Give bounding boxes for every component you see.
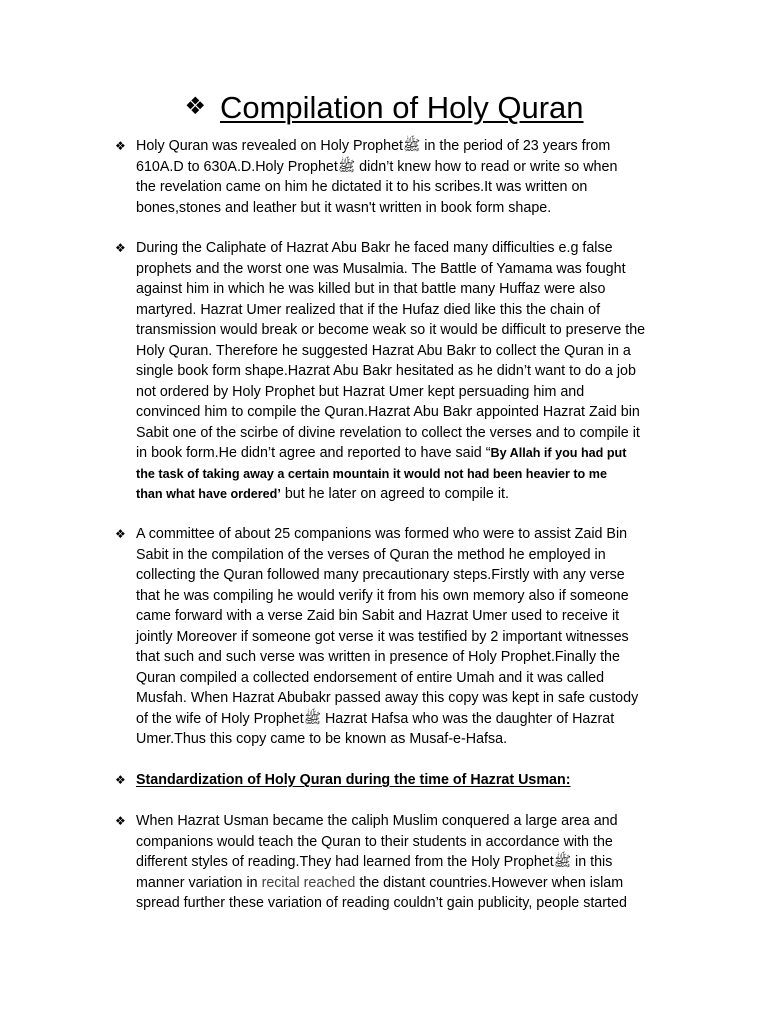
quote-text: the task of taking away a certain mountain it would not had been heavier to me	[136, 466, 607, 481]
page-title-text: Compilation of Holy Quran	[219, 90, 584, 125]
text-line: transmission would break or become weak so it would be difficult to preserve the	[136, 322, 646, 338]
text-line: When Hazrat Usman became the caliph Muslim conquered a large area and	[136, 813, 618, 829]
text-line: Sabit one of the scirbe of divine revelation to collect the verses and to compile it	[136, 424, 640, 441]
paragraph	[136, 238, 676, 505]
text-line: of the wife of Holy Prophetﷺ Hazrat Hafsa who was the daughter of Hazrat	[136, 710, 615, 727]
text-line: Holy Quran was revealed on Holy Prophetﷺ in the period of 23 years from	[136, 138, 611, 154]
text-line: spread further these variation of reading couldn’t gain publicity, people started	[136, 895, 627, 911]
text-line: A committee of about 25 companions was formed who were to assist Zaid Bin	[136, 526, 628, 542]
text-line: that he was compiling he would verify it from his own memory also if someone	[136, 587, 629, 604]
paragraph	[136, 524, 676, 750]
text-line: prophets and the worst one was Musalmia. The Battle of Yamama was fought	[136, 260, 626, 277]
text-line: Quran compiled a collected endorsement of entire Umah and it was called	[136, 669, 605, 686]
text-line: convinced him to compile the Quran.Hazrat Abu Bakr appointed Hazrat Zaid bin	[136, 404, 640, 420]
diamond-bullet-icon: ❖	[115, 773, 126, 787]
text-line: but he later on agreed to compile it.	[280, 486, 509, 502]
text-line: Sabit in the compilation of the verses of Quran the method he employed in	[136, 546, 606, 563]
text-line: jointly Moreover if someone got verse it was testified by 2 important witnesses	[136, 628, 629, 645]
paragraph	[136, 811, 676, 914]
text-line: the distant countries.However when islam	[355, 874, 624, 891]
text-line: different styles of reading.They had learned from the Holy Prophetﷺ in this	[136, 854, 613, 870]
text-line: not ordered by Holy Prophet but Hazrat Umer kept persuading him and	[136, 383, 585, 400]
text-line: companions would teach the Quran to their students in accordance with the	[136, 833, 613, 850]
section-heading: Standardization of Holy Quran during the time of Hazrat Usman:	[136, 772, 571, 788]
text-line: bones,stones and leather but it wasn't written in book form shape.	[136, 199, 552, 216]
diamond-bullet-icon: ❖	[115, 241, 126, 255]
diamond-bullet-icon: ❖	[184, 92, 206, 120]
text-line: Holy Quran. Therefore he suggested Hazrat Abu Bakr to collect the Quran in a	[136, 342, 631, 359]
text-line: manner variation in	[136, 874, 262, 891]
diamond-bullet-icon: ❖	[115, 527, 126, 541]
text-line: During the Caliphate of Hazrat Abu Bakr he faced many difficulties e.g false	[136, 240, 613, 256]
text-line: martyred. Hazrat Umer realized that if the Hufaz died like this the chain of	[136, 301, 601, 318]
paragraph	[136, 136, 676, 218]
text-line: the revelation came on him he dictated it to his scribes.It was written on	[136, 179, 588, 195]
text-line: in book form.He didn’t agree and reported to have said “	[136, 445, 491, 461]
quote-text: By Allah if you had put	[490, 446, 627, 460]
text-line: Umer.Thus this copy came to be known as Musaf-e-Hafsa.	[136, 731, 508, 747]
text-line: that such and such verse was written in presence of Holy Prophet.Finally the	[136, 649, 620, 665]
page-title	[0, 90, 768, 126]
diamond-bullet-icon: ❖	[115, 139, 126, 153]
text-fragment: recital reached	[261, 874, 356, 891]
text-line: 610A.D to 630A.D.Holy Prophetﷺ didn’t knew how to read or write so when	[136, 158, 618, 175]
text-line: single book form shape.Hazrat Abu Bakr hesitated as he didn’t want to do a job	[136, 363, 636, 379]
text-line: came forward with a verse Zaid bin Sabit and Hazrat Umer used to receive it	[136, 608, 620, 624]
paragraph	[136, 770, 676, 791]
text-line: collecting the Quran followed many precautionary steps.Firstly with any verse	[136, 567, 625, 583]
text-line: against him in which he was killed but in that battle many Huffaz were also	[136, 281, 606, 297]
diamond-bullet-icon: ❖	[115, 814, 126, 828]
quote-text: than what have ordered’	[136, 487, 281, 501]
text-line: Musfah. When Hazrat Abubakr passed away this copy was kept in safe custody	[136, 690, 639, 706]
